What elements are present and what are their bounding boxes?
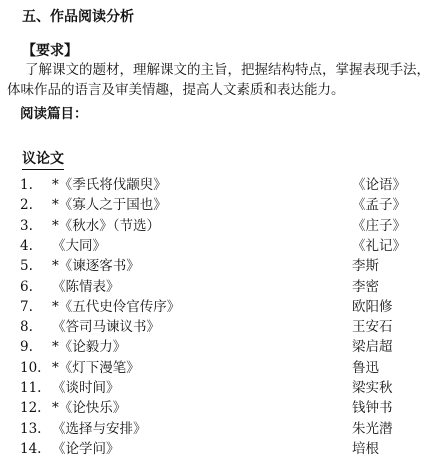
list-item xyxy=(0,237,430,255)
item-title: 《论学问》 xyxy=(52,440,120,457)
list-item xyxy=(0,338,430,356)
item-author: 钱钟书 xyxy=(352,400,393,417)
reading-list-label: 阅读篇目： xyxy=(20,106,88,122)
requirements-label: 【要求】 xyxy=(22,43,78,59)
item-title: *《秋水》（节选） xyxy=(52,217,160,234)
item-number: 2. xyxy=(20,197,33,214)
item-title: *《灯下漫笔》 xyxy=(52,359,140,376)
list-item xyxy=(0,399,430,417)
item-author: 李密 xyxy=(352,278,379,295)
item-author: 《论语》 xyxy=(352,177,406,193)
item-title: 《谈时间》 xyxy=(52,380,120,396)
item-title: *《论毅力》 xyxy=(52,339,127,356)
item-author: 欧阳修 xyxy=(352,298,393,315)
list-item xyxy=(0,318,430,336)
item-author: 《孟子》 xyxy=(352,197,406,214)
item-author: 朱光潜 xyxy=(352,420,393,437)
item-title: *《五代史伶官传序》 xyxy=(52,298,181,315)
item-title: 《陈情表》 xyxy=(52,278,120,295)
item-author: 鲁迅 xyxy=(352,359,379,376)
item-title: 《大同》 xyxy=(52,237,106,254)
item-number: 4. xyxy=(20,237,33,254)
list-item xyxy=(0,379,430,397)
item-title: 《选择与安排》 xyxy=(52,420,147,437)
list-item xyxy=(0,420,430,438)
list-item xyxy=(0,217,430,235)
item-number: 13. xyxy=(20,420,42,437)
item-number: 12. xyxy=(20,400,42,417)
item-number: 1. xyxy=(20,177,33,193)
list-item xyxy=(0,298,430,316)
requirements-line: 了解课文的题材，理解课文的主旨，把握结构特点，掌握表现手法， xyxy=(25,62,430,78)
item-number: 11. xyxy=(20,380,42,396)
list-item xyxy=(0,176,430,194)
list-item xyxy=(0,257,430,275)
item-number: 14. xyxy=(20,440,42,457)
item-number: 9. xyxy=(20,339,33,356)
list-item xyxy=(0,278,430,296)
item-author: 李斯 xyxy=(352,258,379,275)
requirements-line: 体味作品的语言及审美情趣，提高人文素质和表达能力。 xyxy=(7,82,345,98)
section-title: 五、作品阅读分析 xyxy=(22,9,134,25)
item-number: 7. xyxy=(20,298,33,315)
item-number: 3. xyxy=(20,217,33,234)
item-title: 《答司马谏议书》 xyxy=(52,319,160,336)
item-author: 梁实秋 xyxy=(352,380,393,396)
item-author: 《庄子》 xyxy=(352,217,406,234)
item-number: 5. xyxy=(20,258,33,275)
list-item xyxy=(0,196,430,214)
item-number: 6. xyxy=(20,278,33,295)
item-title: *《季氏将伐颛臾》 xyxy=(52,177,167,193)
item-title: *《谏逐客书》 xyxy=(52,258,140,275)
list-item xyxy=(0,440,430,458)
item-author: 《礼记》 xyxy=(352,237,406,254)
item-author: 王安石 xyxy=(352,319,393,336)
item-number: 10. xyxy=(20,359,42,376)
item-author: 培根 xyxy=(352,440,379,457)
genre-heading: 议论文 xyxy=(22,148,64,170)
list-item xyxy=(0,359,430,377)
item-number: 8. xyxy=(20,319,33,336)
requirements-text xyxy=(7,60,430,100)
item-title: *《论快乐》 xyxy=(52,400,127,417)
item-author: 梁启超 xyxy=(352,339,393,356)
item-title: *《寡人之于国也》 xyxy=(52,197,167,214)
